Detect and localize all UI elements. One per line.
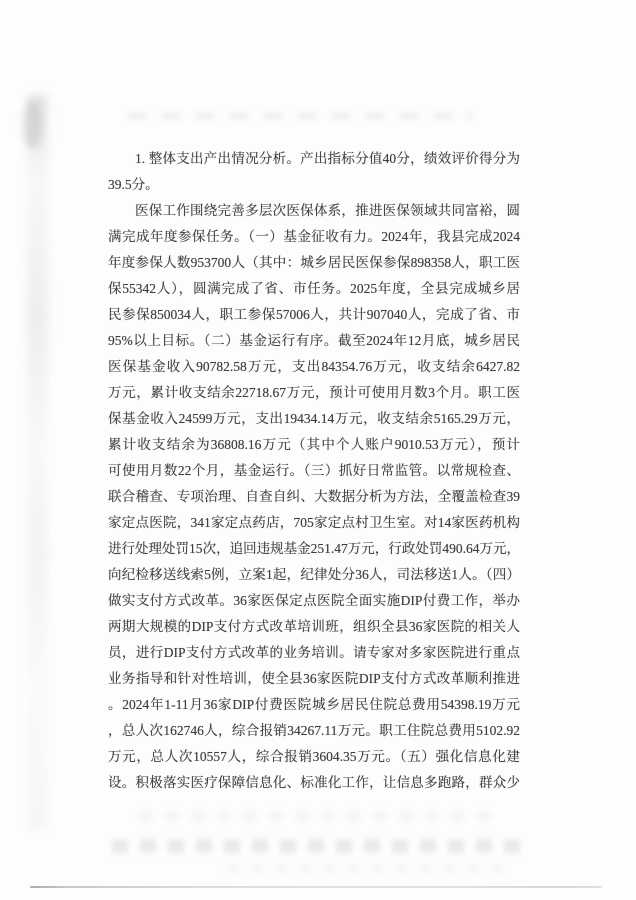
- scan-bleedthrough-artifact: [140, 812, 500, 821]
- text-line: 家定点医院，341家定点药店，705家定点村卫生室。对14家医药机构: [108, 515, 520, 530]
- text-line: 进行处理处罚15次，追回违规基金251.47万元，行政处罚490.64万元，: [108, 541, 520, 556]
- text-line: 可使用月数22个月，基金运行。（三）抓好日常监管。以常规检查、: [108, 463, 520, 478]
- text-line: 联合稽查、专项治理、自查自纠、大数据分析为方法，全覆盖检查39: [108, 489, 520, 504]
- text-line: 医保基金收入90782.58万元，支出84354.76万元，收支结余6427.82: [108, 359, 520, 374]
- text-line: 保基金收入24599万元，支出19434.14万元，收支结余5165.29万元，: [108, 411, 520, 426]
- text-line: ，总人次162746人，综合报销34267.11万元。职工住院总费用5102.92: [108, 723, 520, 738]
- text-line: 满完成年度参保任务。（一）基金征收有力。2024年，我县完成2024: [108, 229, 520, 244]
- text-line: 员，进行DIP支付方式改革的业务培训。请专家对多家医院进行重点: [108, 645, 520, 660]
- text-line: 累计收支结余为36808.16万元（其中个人账户9010.53万元），预计: [108, 437, 520, 452]
- text-line: 向纪检移送线索5例，立案1起，纪律处分36人，司法移送1人。（四）: [108, 567, 520, 582]
- scan-smudge-artifact: [24, 102, 42, 148]
- scan-streak-artifact: [27, 95, 48, 830]
- text-line: 。2024年1-11月36家DIP付费医院城乡居民住院总费用54398.19万元: [108, 697, 520, 712]
- text-line: 两期大规模的DIP支付方式改革培训班，组织全县36家医院的相关人: [108, 619, 520, 634]
- text-line: 39.5分。: [108, 177, 159, 192]
- text-line: 医保工作围绕完善多层次医保体系，推进医保领域共同富裕，圆: [135, 203, 520, 218]
- text-line: 1. 整体支出产出情况分析。产出指标分值40分，绩效评价得分为: [135, 151, 520, 166]
- page-edge-shadow: [30, 886, 602, 888]
- text-line: 做实支付方式改革。36家医保定点医院全面实施DIP付费工作，举办: [108, 593, 520, 608]
- text-line: 万元，累计收支结余22718.67万元，预计可使用月数3个月。职工医: [108, 385, 520, 400]
- text-line: 年度参保人数953700人（其中：城乡居民医保参保898358人，职工医: [108, 255, 520, 270]
- text-line: 设。积极落实医疗保障信息化、标准化工作，让信息多跑路，群众少: [108, 775, 520, 790]
- text-line: 民参保850034人，职工参保57006人，共计907040人，完成了省、市: [108, 307, 520, 322]
- text-line: 保55342人），圆满完成了省、市任务。2025年度，全县完成城乡居: [108, 281, 520, 296]
- text-line: 万元，总人次10557人，综合报销3604.35万元。（五）强化信息化建: [108, 749, 520, 764]
- scan-bleedthrough-artifact: [228, 864, 514, 872]
- text-line: 业务指导和针对性培训，使全县36家医院DIP支付方式改革顺利推进: [108, 671, 520, 686]
- document-body: [108, 146, 520, 796]
- text-line: 95%以上目标。（二）基金运行有序。截至2024年12月底，城乡居民: [108, 333, 520, 348]
- scan-bleedthrough-artifact: [128, 112, 473, 120]
- scan-bleedthrough-artifact: [112, 839, 520, 853]
